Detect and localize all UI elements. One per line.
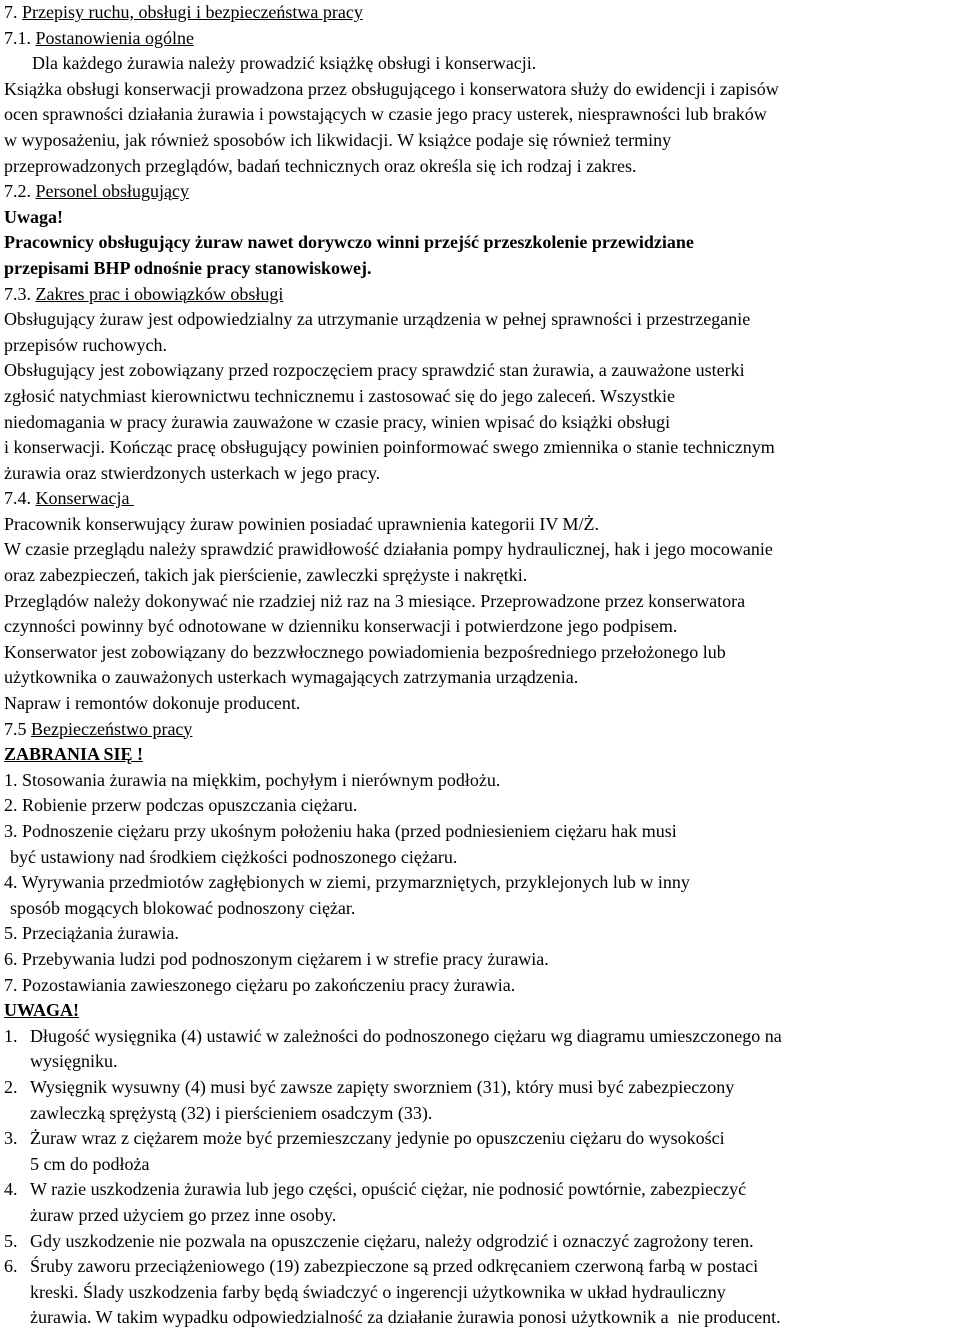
- warning-item: [4, 1177, 960, 1228]
- section-7-2-title: Personel obsługujący: [35, 181, 189, 202]
- section-7-5-title: Bezpieczeństwo pracy: [31, 718, 193, 739]
- paragraph-line: i konserwacji. Kończąc pracę obsługujący powinien poinformować swego zmiennika o stanie technicznym: [4, 437, 775, 458]
- section-7-4-title: Konserwacja: [35, 488, 134, 509]
- warning-item-number: 6.: [4, 1256, 18, 1277]
- warning-item-number: 5.: [4, 1230, 18, 1251]
- forbidden-item-continuation: sposób mogących blokować podnoszony ciężar.: [10, 897, 356, 918]
- paragraph-line: W czasie przeglądu należy sprawdzić prawidłowość działania pompy hydraulicznej, hak i jego mocowanie: [4, 539, 773, 560]
- section-7-3-number: 7.3.: [4, 283, 31, 304]
- warning-item: [4, 1254, 960, 1331]
- warning-item-line: 5 cm do podłoża: [30, 1153, 150, 1174]
- section-7-heading: [4, 0, 960, 26]
- paragraph-line: ocen sprawności działania żurawia i powstających w czasie jego pracy usterek, niesprawności lub braków: [4, 104, 767, 125]
- section-7-1-title: Postanowienia ogólne: [35, 27, 194, 48]
- forbidden-item: 1. Stosowania żurawia na miękkim, pochyłym i nierównym podłożu.: [4, 769, 501, 790]
- forbidden-item: 6. Przebywania ludzi pod podnoszonym ciężarem i w strefie pracy żurawia.: [4, 948, 549, 969]
- section-7-1-number: 7.1.: [4, 27, 31, 48]
- section-7-3-heading: [4, 282, 960, 308]
- forbidden-item: 5. Przeciążania żurawia.: [4, 923, 179, 944]
- paragraph-line: Przeglądów należy dokonywać nie rzadziej niż raz na 3 miesiące. Przeprowadzone przez konserwatora: [4, 590, 746, 611]
- warning-item-line: Żuraw wraz z ciężarem może być przemieszczany jedynie po opuszczeniu ciężaru do wysokości: [30, 1128, 725, 1149]
- paragraph-line: zgłosić natychmiast kierownictwu technicznemu i zastosować się do jego zaleceń. Wszystkie: [4, 385, 675, 406]
- warning-item-line: Gdy uszkodzenie nie pozwala na opuszczenie ciężaru, należy odgrodzić i oznaczyć zagrożony teren.: [30, 1230, 754, 1251]
- section-7-3-title: Zakres prac i obowiązków obsługi: [35, 283, 284, 304]
- warning-item-line: żurawia. W takim wypadku odpowiedzialność za działanie żurawia ponosi użytkownik a nie producent.: [30, 1307, 781, 1328]
- paragraph-line: żurawia oraz stwierdzonych usterkach w jego pracy.: [4, 462, 381, 483]
- paragraph-line: Obsługujący żuraw jest odpowiedzialny za utrzymanie urządzenia w pełnej sprawności i przestrzeganie: [4, 309, 751, 330]
- paragraph-line: Pracownik konserwujący żuraw powinien posiadać uprawnienia kategorii IV M/Ż.: [4, 513, 599, 534]
- warning-item-line: Śruby zaworu przeciążeniowego (19) zabezpieczone są przed odkręcaniem czerwoną farbą w postaci: [30, 1256, 759, 1277]
- paragraph-line: niedomagania w pracy żurawia zauważone w czasie pracy, winien wpisać do książki obsługi: [4, 411, 671, 432]
- warning-item: [4, 1126, 960, 1177]
- section-7-number: 7.: [4, 2, 18, 22]
- paragraph-line: użytkownika o zauważonych usterkach wymagających zatrzymania urządzenia.: [4, 667, 579, 688]
- note-label: Uwaga!: [4, 206, 63, 227]
- warning-item-line: kreski. Ślady uszkodzenia farby będą świadczyć o ingerencji użytkownika w układ hydrauliczny: [30, 1281, 726, 1302]
- section-7-4-number: 7.4.: [4, 488, 31, 509]
- warning-item-line: żuraw przed użyciem go przez inne osoby.: [30, 1204, 337, 1225]
- paragraph-line: w wyposażeniu, jak również sposobów ich likwidacji. W książce podaje się również terminy: [4, 129, 672, 150]
- section-7-2-number: 7.2.: [4, 181, 31, 202]
- warning-item-line: Wysięgnik wysuwny (4) musi być zawsze zapięty sworzniem (31), który musi być zabezpieczony: [30, 1076, 735, 1097]
- paragraph-line: przeprowadzonych przeglądów, badań technicznych oraz określa się ich rodzaj i zakres.: [4, 155, 637, 176]
- forbidden-item: 7. Pozostawiania zawieszonego ciężaru po zakończeniu pracy żurawia.: [4, 974, 516, 995]
- warning-heading: UWAGA!: [4, 1000, 79, 1021]
- section-7-5-number: 7.5: [4, 718, 27, 739]
- warning-item-line: wysięgniku.: [30, 1051, 118, 1072]
- warning-item-line: zawleczką sprężystą (32) i pierścieniem osadczym (33).: [30, 1102, 433, 1123]
- paragraph-line: Książka obsługi konserwacji prowadzona przez obsługującego i konserwatora służy do ewidencji i zapisów: [4, 78, 779, 99]
- warning-item-number: 2.: [4, 1076, 18, 1097]
- section-7-2-heading: [4, 179, 960, 205]
- warning-item: [4, 1075, 960, 1126]
- paragraph-line: Konserwator jest zobowiązany do bezzwłocznego powiadomienia bezpośredniego przełożonego lub: [4, 641, 726, 662]
- bold-paragraph-line: Pracownicy obsługujący żuraw nawet dorywczo winni przejść przeszkolenie przewidziane: [4, 232, 694, 253]
- paragraph-line: przepisów ruchowych.: [4, 334, 167, 355]
- paragraph-line: Dla każdego żurawia należy prowadzić książkę obsługi i konserwacji.: [32, 53, 537, 74]
- bold-paragraph-line: przepisami BHP odnośnie pracy stanowiskowej.: [4, 257, 372, 278]
- warning-item-number: 3.: [4, 1128, 18, 1149]
- warning-item-line: W razie uszkodzenia żurawia lub jego części, opuścić ciężar, nie podnosić powtórnie, zabezpieczyć: [30, 1179, 747, 1200]
- paragraph-line: Napraw i remontów dokonuje producent.: [4, 693, 301, 714]
- forbidden-item: 2. Robienie przerw podczas opuszczania ciężaru.: [4, 795, 358, 816]
- forbidden-heading: ZABRANIA SIĘ !: [4, 744, 144, 765]
- warning-item-number: 4.: [4, 1179, 18, 1200]
- warning-item: [4, 1229, 960, 1255]
- paragraph-line: czynności powinny być odnotowane w dzienniku konserwacji i potwierdzone jego podpisem.: [4, 616, 678, 637]
- warning-item-number: 1.: [4, 1025, 18, 1046]
- section-7-5-heading: [4, 717, 960, 743]
- forbidden-item-continuation: być ustawiony nad środkiem ciężkości podnoszonego ciężaru.: [10, 846, 458, 867]
- warning-item: [4, 1024, 960, 1075]
- forbidden-item: 3. Podnoszenie ciężaru przy ukośnym położeniu haka (przed podniesieniem ciężaru hak musi: [4, 821, 677, 841]
- paragraph-line: Obsługujący jest zobowiązany przed rozpoczęciem pracy sprawdzić stan żurawia, a zauważone usterki: [4, 360, 745, 381]
- section-7-4-heading: [4, 486, 960, 512]
- section-7-title: Przepisy ruchu, obsługi i bezpieczeństwa pracy: [22, 2, 363, 22]
- forbidden-item: 4. Wyrywania przedmiotów zagłębionych w ziemi, przymarzniętych, przyklejonych lub w inny: [4, 872, 690, 893]
- warning-item-line: Długość wysięgnika (4) ustawić w zależności do podnoszonego ciężaru wg diagramu umieszczonego na: [30, 1025, 782, 1046]
- section-7-1-heading: [4, 26, 960, 52]
- paragraph-line: oraz zabezpieczeń, takich jak pierścienie, zawleczki sprężyste i nakrętki.: [4, 565, 528, 586]
